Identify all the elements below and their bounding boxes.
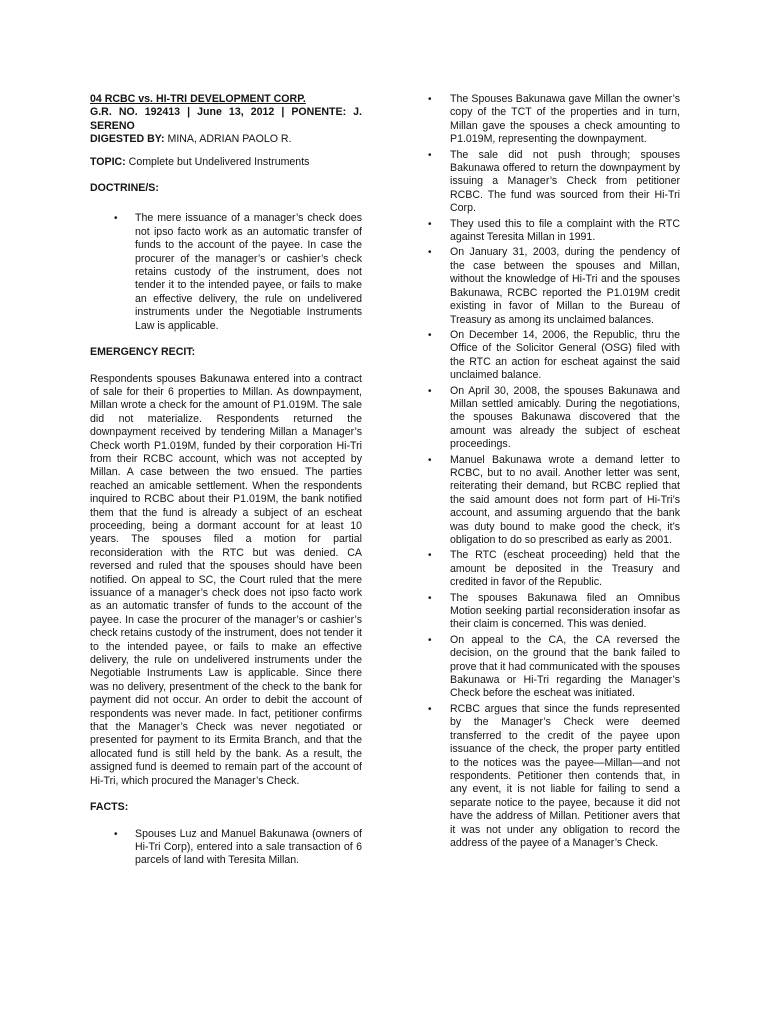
fact-item-text: On April 30, 2008, the spouses Bakunawa and Millan settled amicably. During the negotiations, the spouses Bakunawa discovered that the amount was already the subject of escheat proceedings. bbox=[450, 384, 680, 451]
left-column bbox=[90, 93, 362, 868]
fact-item-text: The spouses Bakunawa filed an Omnibus Motion seeking partial reconsideration insofar as their claim is concerned. This was denied. bbox=[450, 591, 680, 631]
fact-item bbox=[428, 634, 680, 701]
fact-item-text: Spouses Luz and Manuel Bakunawa (owners of Hi-Tri Corp), entered into a sale transaction of 6 parcels of land with Teresita Millan. bbox=[135, 827, 362, 867]
facts-heading: FACTS: bbox=[90, 801, 129, 814]
fact-item bbox=[428, 703, 680, 850]
bullet-icon: • bbox=[428, 247, 432, 259]
digested-by-value: MINA, ADRIAN PAOLO R. bbox=[164, 133, 292, 146]
bullet-icon: • bbox=[428, 703, 432, 715]
digested-by bbox=[90, 133, 362, 146]
bullet-icon: • bbox=[428, 454, 432, 466]
fact-item-text: On January 31, 2003, during the pendency of the case between the spouses and Millan, without the knowledge of Hi-Tri and the spouses Bakunawa, RCBC reported the P1.019M credit existing in favor of Millan to the Bureau of Treasury as among its unclaimed balances. bbox=[450, 246, 680, 326]
fact-item bbox=[428, 149, 680, 216]
facts-list-left bbox=[90, 828, 362, 868]
bullet-icon: • bbox=[114, 828, 118, 840]
doctrine-item bbox=[90, 212, 362, 333]
case-gr-line: G.R. NO. 192413 | June 13, 2012 | PONENTE: J. SERENO bbox=[90, 106, 362, 132]
fact-item-text: They used this to file a complaint with the RTC against Teresita Millan in 1991. bbox=[450, 217, 680, 244]
facts-list-right bbox=[428, 93, 680, 850]
fact-item bbox=[428, 592, 680, 632]
bullet-icon: • bbox=[428, 550, 432, 562]
bullet-icon: • bbox=[428, 149, 432, 161]
bullet-icon: • bbox=[428, 634, 432, 646]
bullet-icon: • bbox=[428, 218, 432, 230]
topic-value: Complete but Undelivered Instruments bbox=[125, 155, 310, 168]
emergency-recit-heading: EMERGENCY RECIT: bbox=[90, 346, 196, 359]
fact-item bbox=[428, 246, 680, 326]
fact-item-text: Manuel Bakunawa wrote a demand letter to RCBC, but to no avail. Another letter was sent, reiterating their demand, but RCBC replied that the said amount does not form part of Hi-Tri’s account, and assuming arguendo that the bank was duty bound to make good the check, it’s obligation to do so prescribed as early as 2001. bbox=[450, 453, 680, 546]
doctrine-item-text: The mere issuance of a manager’s check does not ipso facto work as an automatic transfer of funds to the account of the payee. In case the procurer of the manager’s or cashier’s check retains custody of the instrument, does not tender it to the intended payee, or fails to make an effective delivery, the rule on undelivered instruments under the Negotiable Instruments Law is applicable. bbox=[135, 212, 362, 332]
fact-item bbox=[428, 549, 680, 589]
doctrine-heading: DOCTRINE/S: bbox=[90, 182, 159, 195]
fact-item-text: The Spouses Bakunawa gave Millan the owner’s copy of the TCT of the properties and in turn, Millan gave the spouses a check amounting to P1.019M, representing the downpayment. bbox=[450, 93, 680, 146]
bullet-icon: • bbox=[114, 213, 118, 225]
fact-item-text: On appeal to the CA, the CA reversed the decision, on the ground that the bank failed to prove that it had communicated with the spouses Bakunawa or Hi-Tri regarding the Manager’s Check before the escheat was initiated. bbox=[450, 633, 680, 700]
bullet-icon: • bbox=[428, 94, 432, 105]
bullet-icon: • bbox=[428, 385, 432, 397]
fact-item bbox=[428, 329, 680, 383]
fact-item bbox=[428, 454, 680, 548]
digested-by-label: DIGESTED BY: bbox=[90, 133, 165, 146]
fact-item bbox=[90, 828, 362, 868]
topic bbox=[90, 156, 362, 169]
fact-item bbox=[428, 93, 680, 147]
fact-item-text: On December 14, 2006, the Republic, thru the Office of the Solicitor General (OSG) filed with the RTC an action for escheat against the said unclaimed balance. bbox=[450, 328, 680, 382]
doctrine-list bbox=[90, 212, 362, 333]
fact-item-text: RCBC argues that since the funds represented by the Manager’s Check were deemed transferred to the credit of the payee upon issuance of the check, the proper party entitled to the notices was the payee—Millan—and not respondents. Petitioner then contends that, in any event, it is not liable for failing to send a separate notice to the payee, because it did not have the address of Millan. Petitioner avers that it was not under any obligation to record the address of the payee of a Manager’s Check. bbox=[450, 702, 680, 849]
right-column bbox=[428, 93, 680, 852]
fact-item bbox=[428, 385, 680, 452]
fact-item-text: The RTC (escheat proceeding) held that the amount be deposited in the Treasury and credited in favor of the Republic. bbox=[450, 549, 680, 589]
emergency-recit-text: Respondents spouses Bakunawa entered into a contract of sale for their 6 properties to Millan. As downpayment, Millan wrote a check for the amount of P1.019M. The sale did not materialize. Respondents returned the downpayment received by tendering Millan a Manager’s Check worth P1.019M, funded by their corporation Hi-Tri from their RCBC account, which was not accepted by Millan. A case between the two ensued. The parties reached an amicable settlement. When the respondents inquired to RCBC about their P1.019M, the bank notified them that the fund is already a subject of an escheat proceeding, being a dormant account for at least 10 years. The spouses filed a motion for partial reconsideration with the RTC but was denied. CA reversed and ruled that the spouses should have been notified. On appeal to SC, the Court ruled that the mere issuance of a manager’s check does not ipso facto work as an automatic transfer of funds to the account of the payee. In case the procurer of the manager’s or cashier’s check retains custody of the instrument, does not tender it to the intended payee, or fails to make an effective delivery, the rule on undelivered instruments under the Negotiable Instruments Law is applicable. Since there was no delivery, presentment of the check to the bank for payment did not occur. An order to debit the account of respondents was never made. In fact, petitioner confirms that the Manager’s Check was never negotiated or presented for payment to its Ermita Branch, and that the allocated fund is still held by the bank. As a result, the assigned fund is deemed to remain part of the account of Hi-Tri, which procured the Manager’s Check. bbox=[90, 372, 362, 787]
bullet-icon: • bbox=[428, 592, 432, 604]
fact-item bbox=[428, 218, 680, 245]
fact-item-text: The sale did not push through; spouses Bakunawa offered to return the downpayment by issuing a Manager’s Check from petitioner RCBC. The fund was sourced from their Hi-Tri Corp. bbox=[450, 148, 680, 215]
bullet-icon: • bbox=[428, 329, 432, 341]
topic-label: TOPIC: bbox=[90, 155, 126, 168]
case-title: 04 RCBC vs. HI-TRI DEVELOPMENT CORP. bbox=[90, 93, 306, 105]
